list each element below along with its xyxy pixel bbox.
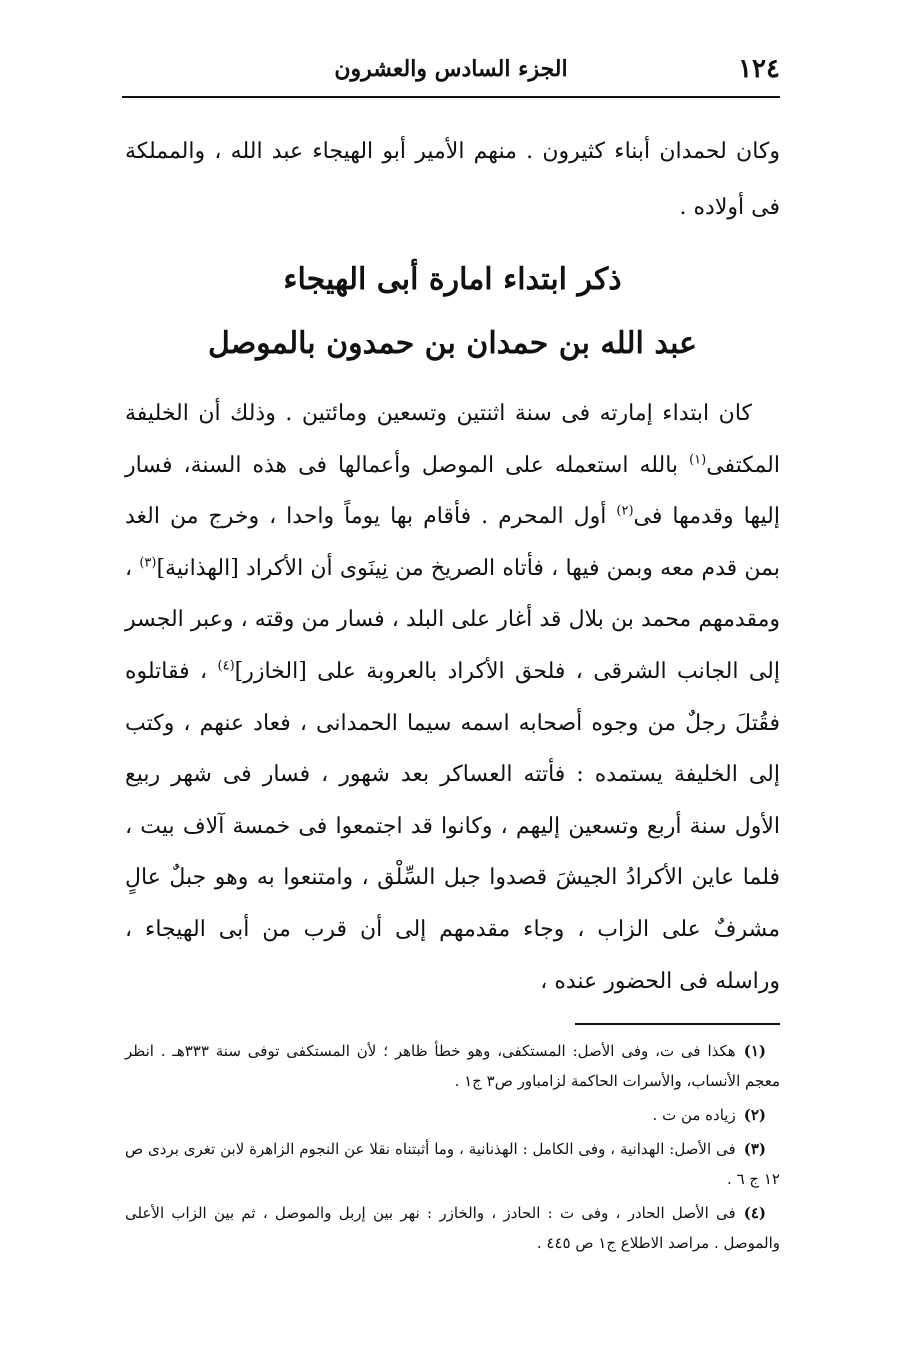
footnote-text: هكذا فى ت، وفى الأصل: المستكفى، وهو خطأ ظاهر ؛ لأن المستكفى توفى سنة ٣٣٣هـ . انظر معجم الأنساب، والأسرات الحاكمة لزامباور ص٣ ج١ . bbox=[125, 1042, 780, 1090]
footnote-number: (١) bbox=[743, 1042, 766, 1060]
footnote-2 bbox=[125, 1100, 780, 1130]
footnote-number: (٣) bbox=[743, 1140, 766, 1158]
section-heading-line-2: عبد الله بن حمدان بن حمدون بالموصل bbox=[207, 326, 698, 361]
main-paragraph-body bbox=[125, 388, 780, 1007]
running-title: الجزء السادس والعشرون bbox=[334, 56, 568, 82]
main-text-part-4: ، ومقدمهم محمد بن بلال قد أغار على البلد ، فسار من وقته ، وعبر الجسر إلى الجانب الشرقى ، فلحق الأكراد بالعروبة على [الخازر] bbox=[125, 555, 781, 684]
footnote-ref-3: (٣) bbox=[139, 555, 157, 571]
section-heading-line-1: ذكر ابتداء امارة أبى الهيجاء bbox=[283, 262, 622, 297]
footnote-number: (٢) bbox=[743, 1106, 766, 1124]
footnote-number: (٤) bbox=[743, 1204, 766, 1222]
footnote-ref-1: (١) bbox=[689, 452, 707, 468]
page-number: ١٢٤ bbox=[738, 54, 780, 84]
footnote-rule bbox=[575, 1023, 780, 1025]
header-rule bbox=[122, 96, 780, 98]
intro-paragraph: وكان لحمدان أبناء كثيرون . منهم الأمير أبو الهيجاء عبد الله ، والمملكة فى أولاده . bbox=[125, 139, 780, 220]
footnote-text: فى الأصل الحادر ، وفى ت : الحادز ، والخازر : نهر بين إربل والموصل ، ثم بين الزاب الأعلى والموصل . مراصد الاطلاع ج١ ص ٤٤٥ . bbox=[125, 1204, 780, 1252]
main-text-part-3: أول المحرم . فأقام بها يوماً واحدا ، وخرج من الغد بمن قدم معه وبمن فيها ، فأتاه الصريخ من نِينَوى أن الأكراد [الهذانية] bbox=[125, 504, 780, 581]
footnote-ref-2: (٢) bbox=[616, 503, 634, 519]
main-text-part-1: كان ابتداء إمارته فى سنة اثنتين وتسعين ومائتين . وذلك أن الخليفة المكتفى bbox=[125, 401, 780, 478]
footnotes bbox=[125, 1036, 780, 1262]
main-paragraph bbox=[125, 388, 780, 1007]
main-text-part-5: ، فقاتلوه فقُتلَ رجلٌ من وجوه أصحابه اسمه سيما الحمدانى ، فعاد عنهم ، وكتب إلى الخليفة يستمده : فأتته العساكر بعد شهور ، فسار فى شهر ربيع الأول سنة أربع وتسعين إليهم ، وكانوا قد اجتمعوا فى خمسة آلاف بيت ، فلما عاين الأكرادُ الجيشَ قصدوا جبل السِّلْق ، وامتنعوا به وهو جبلٌ عالٍ مشرفٌ على الزاب ، وجاء مقدمهم إلى أن قرب من أبى الهيجاء ، وراسله فى الحضور عنده ، bbox=[125, 658, 780, 994]
footnote-3 bbox=[125, 1134, 780, 1194]
footnote-text: فى الأصل: الهدانية ، وفى الكامل : الهذنانية ، وما أثبتناه نقلا عن النجوم الزاهرة لابن تغرى بردى ص ١٢ ج ٦ . bbox=[125, 1140, 780, 1188]
footnote-text: زياده من ت . bbox=[652, 1106, 736, 1124]
main-text-part-2: بالله استعمله على الموصل وأعمالها فى هذه السنة، فسار إليها وقدمها فى bbox=[125, 452, 780, 530]
page-header bbox=[122, 52, 780, 96]
footnote-4 bbox=[125, 1198, 780, 1258]
footnote-ref-4: (٤) bbox=[217, 658, 235, 674]
footnote-1 bbox=[125, 1036, 780, 1096]
